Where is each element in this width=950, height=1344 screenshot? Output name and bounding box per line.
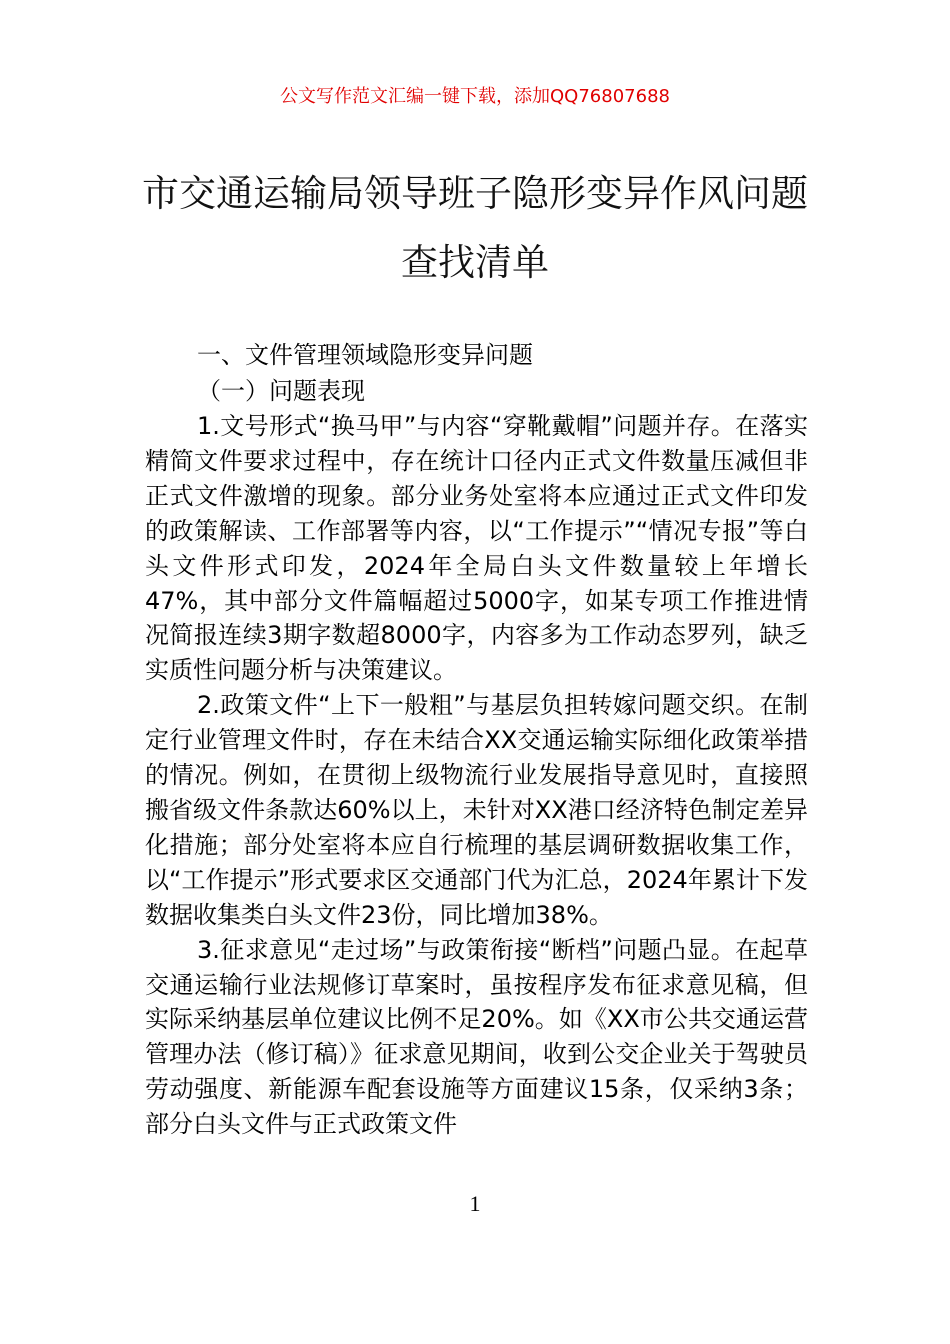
page-number: 1: [469, 1191, 481, 1216]
document-title-line-2: 查找清单: [401, 241, 549, 284]
subsection-heading: （一）问题表现: [197, 377, 365, 405]
download-notice: 公文写作范文汇编一键下载，添加QQ76807688: [280, 86, 670, 107]
document-title-line-1: 市交通运输局领导班子隐形变异作风问题: [142, 172, 808, 215]
document-body: [145, 337, 808, 1142]
paragraph-2: 2.政策文件“上下一般粗”与基层负担转嫁问题交织。在制定行业管理文件时，存在未结合XX交通运输实际细化政策举措的情况。例如，在贯彻上级物流行业发展指导意见时，直接照搬省级文件条款达60%以上，未针对XX港口经济特色制定差异化措施；部分处室将本应自行梳理的基层调研数据收集工作，以“工作提示”形式要求区交通部门代为汇总，2024年累计下发数据收集类白头文件23份，同比增加38%。: [145, 691, 808, 929]
paragraph-3: 3.征求意见“走过场”与政策衔接“断档”问题凸显。在起草交通运输行业法规修订草案时，虽按程序发布征求意见稿，但实际采纳基层单位建议比例不足20%。如《XX市公共交通运营管理办法（修订稿）》征求意见期间，收到公交企业关于驾驶员劳动强度、新能源车配套设施等方面建议15条，仅采纳3条；部分白头文件与正式政策文件: [145, 935, 808, 1139]
section-heading: 一、文件管理领域隐形变异问题: [197, 341, 533, 369]
paragraph-1: 1.文号形式“换马甲”与内容“穿靴戴帽”问题并存。在落实精简文件要求过程中，存在统计口径内正式文件数量压减但非正式文件激增的现象。部分业务处室将本应通过正式文件印发的政策解读、工作部署等内容，以“工作提示”“情况专报”等白头文件形式印发，2024年全局白头文件数量较上年增长47%，其中部分文件篇幅超过5000字，如某专项工作推进情况简报连续3期字数超8000字，内容多为工作动态罗列，缺乏实质性问题分析与决策建议。: [145, 412, 808, 685]
